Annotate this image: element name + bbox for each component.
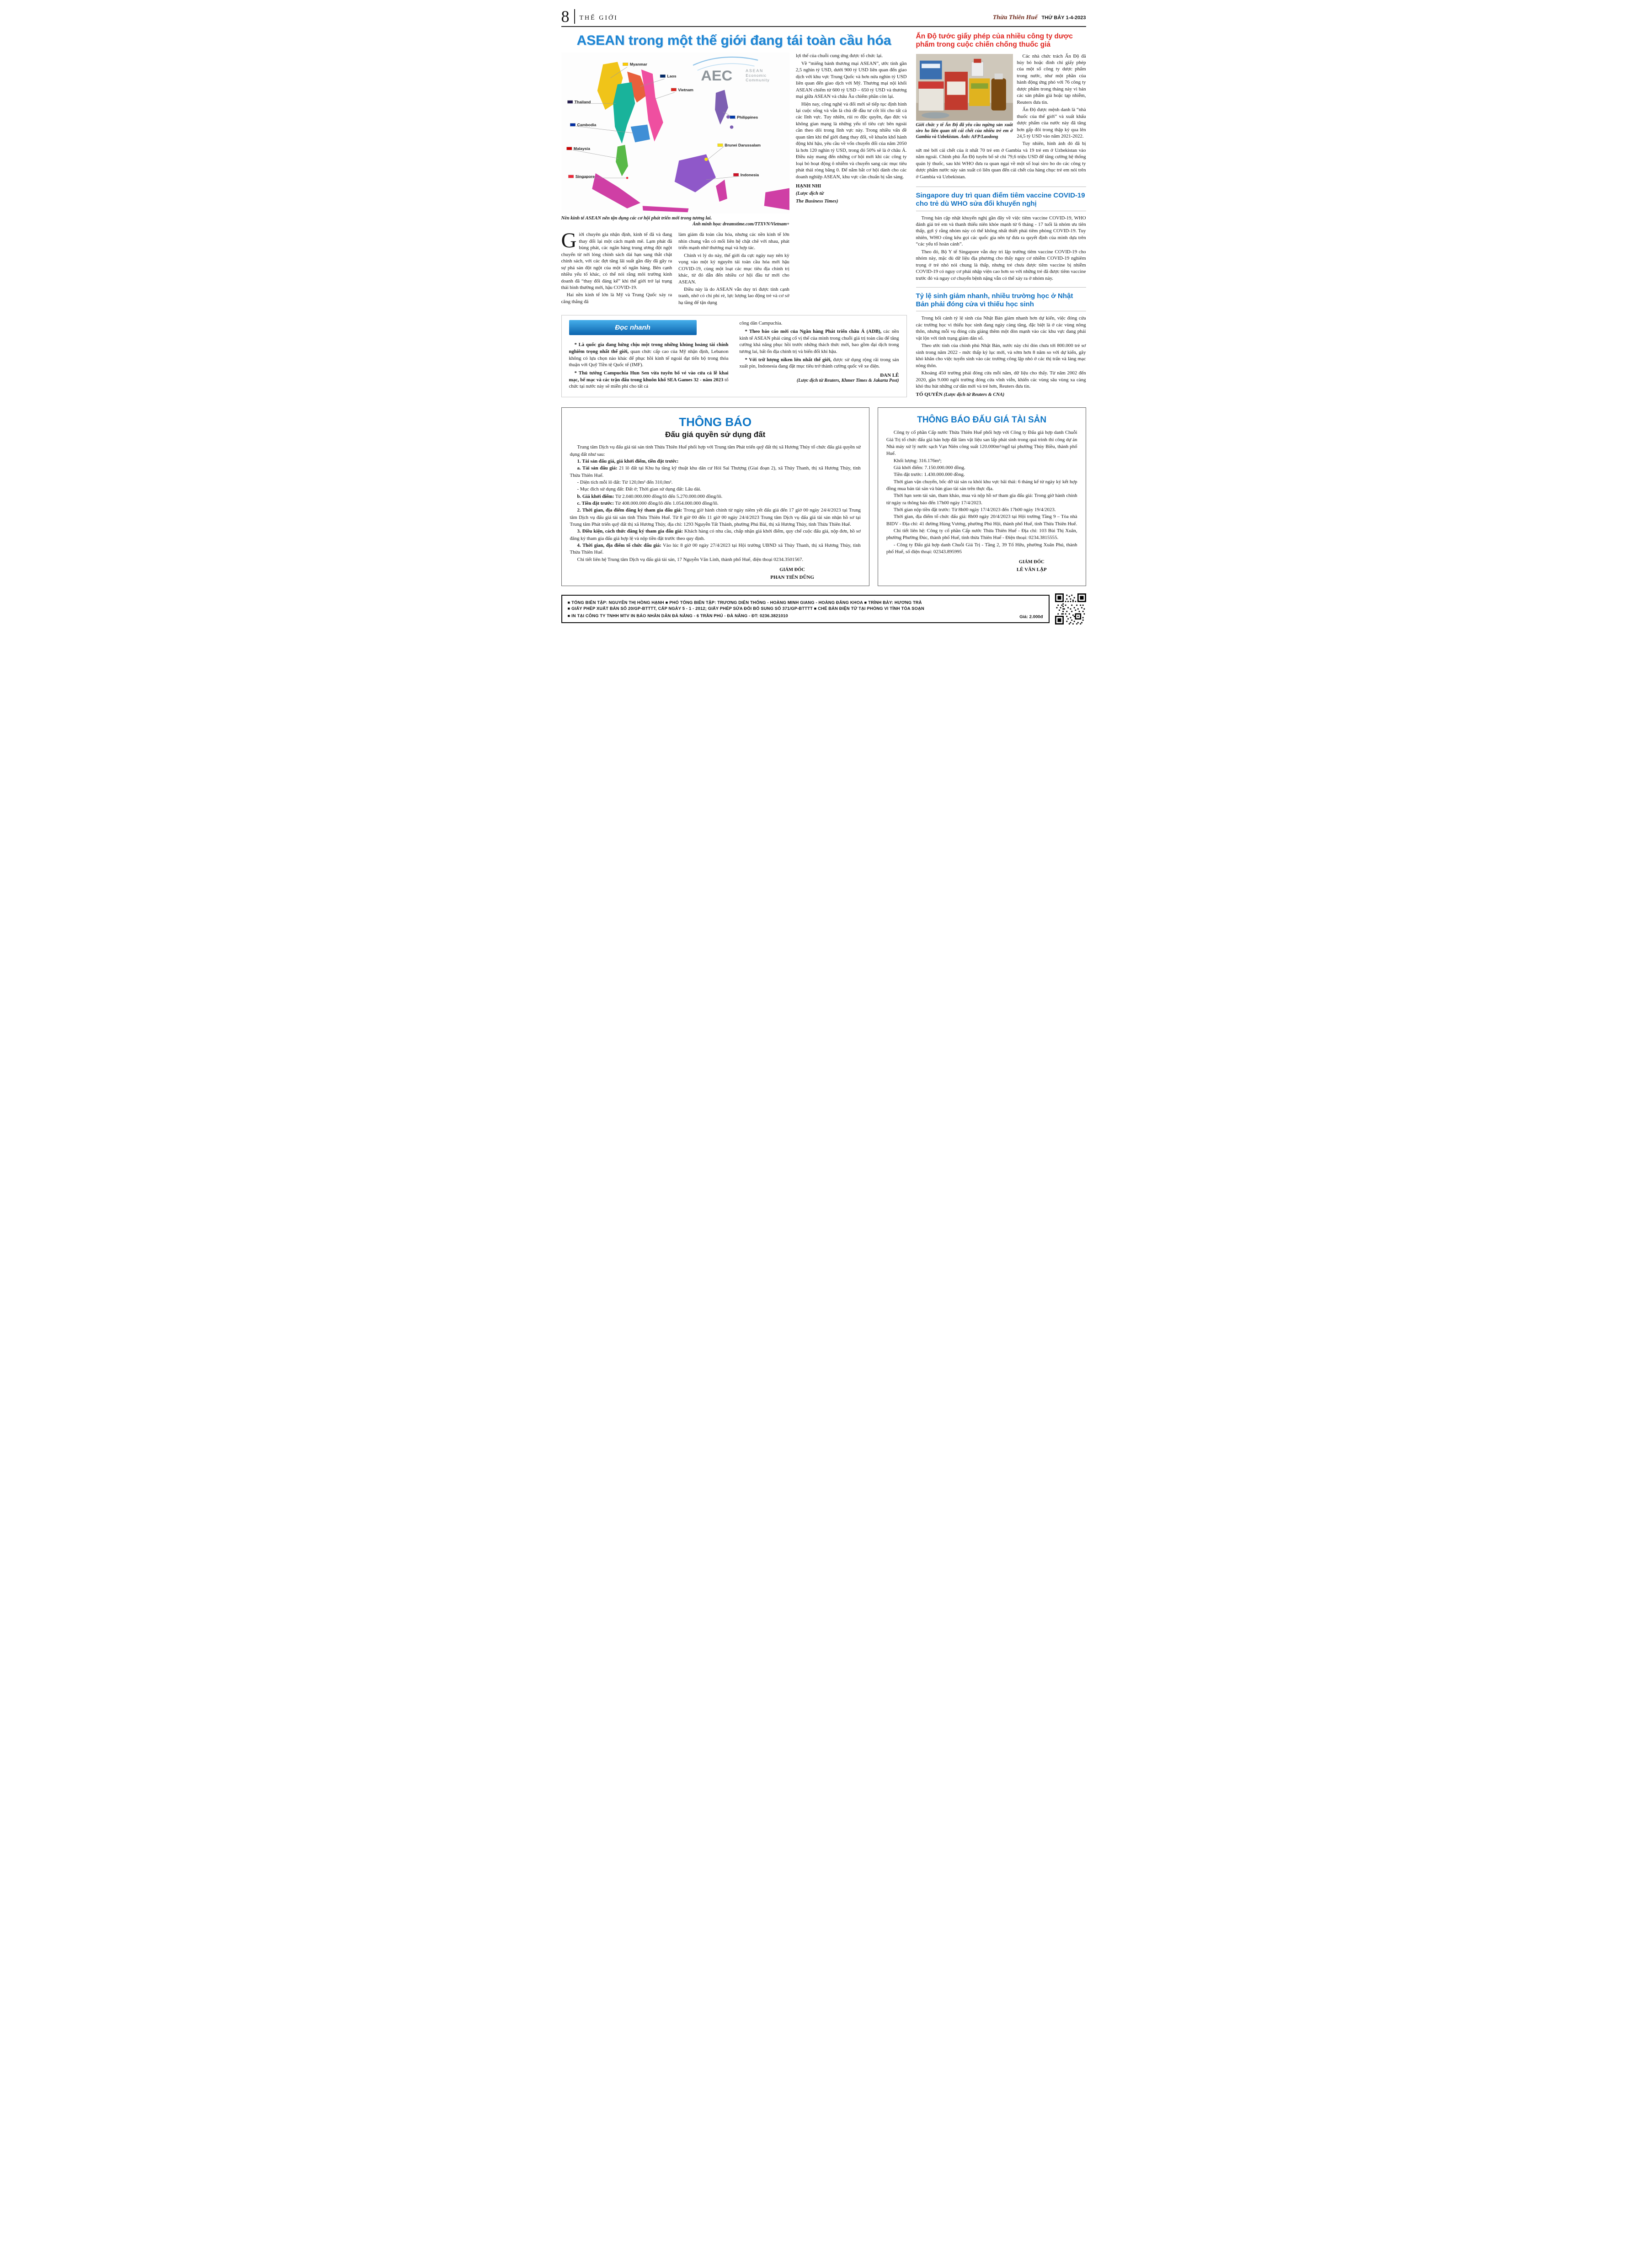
main-content xyxy=(549,27,1098,399)
paragraph: Trong bản cập nhật khuyến nghị gần đây về việc tiêm vaccine COVID-19, WHO đánh giá trẻ em và thanh thiếu niên khỏe mạnh từ 6 tháng - 17 tuổi là nhóm ưu tiên thấp, gợi ý rằng nhóm này có thể không nhất thiết phải tiêm phòng COVID-19. Tuy nhiên, WHO cũng kêu gọi các quốc gia nên tự đưa ra quyết định của mình dựa trên “các yếu tố hoàn cảnh”. xyxy=(916,215,1086,247)
brief-lead: * Là quốc gia đang hứng chịu một trong những khủng hoảng tài chính nghiêm trọng nhất thế giới, xyxy=(569,342,729,355)
signature-block xyxy=(1017,560,1047,572)
left-region xyxy=(561,32,907,399)
colophon-line: ■ GIẤY PHÉP XUẤT BẢN SỐ 20/GP-BTTTT, CẤP NGÀY 5 - 1 - 2012; GIẤY PHÉP SỬA ĐỔI BỔ SUNG SỐ 371/GP-BTTTT ■ CHẾ BẢN ĐIỆN TỬ TẠI PHÒNG VI TÍNH TÒA SOẠN xyxy=(567,606,924,611)
brief-rest: được sử dụng rộng rãi trong sản xuất pin, Indonesia đang đặt mục tiêu trở thành cường quốc về xe điện. xyxy=(739,357,899,369)
asean-column-2 xyxy=(678,231,789,307)
map-philippines-island xyxy=(726,115,730,118)
notice-subtitle: Đấu giá quyền sử dụng đất xyxy=(665,430,766,439)
byline: HẠNH NHI xyxy=(795,183,821,189)
paragraph: Về “miếng bánh thương mại ASEAN”, ước tính gần 2,5 nghìn tỷ USD, dưới 900 tỷ USD liên quan đến giao dịch với khu vực Trung Quốc và hơn nửa nghìn tỷ USD liên quan đến giao dịch với Mỹ. Thương mại nội khối ASEAN chiếm từ 600 tỷ USD – 650 tỷ USD và thương mại giữa ASEAN và châu Âu chiếm phần còn lại. xyxy=(795,60,907,100)
medicine-box xyxy=(969,78,990,106)
article-india xyxy=(916,32,1086,181)
pharma-caption xyxy=(916,122,1013,140)
notice-asset-auction xyxy=(878,407,1086,586)
item-text: - Mục đích sử dụng đất: Đất ở; Thời gian sử dụng đất: Lâu dài. xyxy=(577,486,702,492)
notice-title: THÔNG BÁO xyxy=(679,415,752,429)
byline-source: The Business Times) xyxy=(795,198,838,204)
paragraph: Ấn Độ được mệnh danh là “nhà thuốc của thế giới” và xuất khẩu dược phẩm của nước này đã tăng hơn gấp đôi trong thập kỷ qua lên 24,5 tỷ USD vào năm 2021-2022. xyxy=(1017,107,1086,139)
flag-icon-thailand xyxy=(567,101,573,103)
colophon-box xyxy=(561,595,1050,623)
brief-rest: công dân Campuchia. xyxy=(739,320,783,326)
notice-paragraph: Thời gian nộp tiền đặt trước: Từ 8h00 ngày 17/4/2023 đến 17h00 ngày 19/4/2023. xyxy=(893,507,1056,512)
flag-icon-indonesia xyxy=(733,173,739,176)
paragraph: Hiện nay, công nghệ và đổi mới sẽ tiếp tục định hình lại cuộc sống và vẫn là chủ đề đầu tư cốt lõi cho tất cả các lĩnh vực. Tuy nhiên, rủi ro độc quyền, đạo đức và không gian mạng là những yếu tố tiêu cực bên ngoài cần theo dõi trong lĩnh vực này. Trong nhiều vấn đề quan tâm khi thế giới đang thay đổi, về khuôn khổ hành động khí hậu, yêu cầu về vốn chuyển đổi của năm 2050 là hơn 120 nghìn tỷ USD, trong đó 50% sẽ là ở châu Á. Điều này mang đến những cơ hội mới khi các công ty loại bỏ hoạt động ô nhiễm và chuyển sang các mục tiêu phát thải ròng bằng 0. Để nắm bắt cơ hội dành cho các doanh nghiệp ASEAN, khu vực cần chuẩn bị sẵn sàng. xyxy=(795,101,907,180)
news-brief xyxy=(569,370,729,390)
map-label-singapore: Singapore xyxy=(575,174,595,179)
flag-icon-philippines xyxy=(730,116,735,118)
notice-item xyxy=(570,507,861,528)
notice-item xyxy=(570,556,861,563)
paragraph: Hai nền kinh tế lớn là Mỹ và Trung Quốc xảy ra căng thẳng đã xyxy=(561,292,672,304)
byline xyxy=(916,391,1086,398)
page-number: 8 xyxy=(561,7,570,26)
news-brief xyxy=(569,342,729,368)
notice-paragraph: Giá khởi điểm: 7.150.000.000 đồng. xyxy=(893,465,965,471)
byline-source: (Lược dịch từ Reuters & CNA) xyxy=(943,392,1005,398)
paragraph: Giới chuyên gia nhận định, kinh tế đã và đang thay đổi lại một cách mạnh mẽ. Lạm phát đã bùng phát, các ngân hàng trung ương đột ngột chuyển từ nới lỏng chính sách dài hạn sang thắt chặt chính sách, với các đợt tăng lãi suất gần đây đã gây ra sự phá sản đột ngột của một số ngân hàng. Bên cạnh nhiều yếu tố khác, có thể nói rằng môi trường kinh doanh đã “thay đổi đáng kể” khi thế giới trở lại trạng thái bình thường mới, hậu COVID-19. xyxy=(561,229,672,291)
asean-column-1 xyxy=(561,231,672,307)
aec-sub-3: Community xyxy=(745,78,770,83)
notice-intro: Trung tâm Dịch vụ đấu giá tài sản tỉnh Thừa Thiên Huế phối hợp với Trung tâm Phát triển quỹ đất thị xã Hương Thủy tổ chức đấu giá quyền sử dụng đất như sau: xyxy=(570,444,861,457)
byline-name: TỐ QUYÊN xyxy=(916,392,943,398)
caption-credit: Ảnh minh họa: dreamstime.com/TTXVN/Vietnam+ xyxy=(692,222,789,227)
map-label-indonesia: Indonesia xyxy=(740,173,759,177)
singapore-headline: Singapore duy trì quan điểm tiêm vaccine COVID-19 cho trẻ dù WHO sửa đổi khuyến nghị xyxy=(916,192,1086,211)
aec-wordmark: AEC xyxy=(700,68,732,84)
item-text: Chi tiết liên hệ Trung tâm Dịch vụ đấu giá tài sản, 17 Nguyễn Văn Linh, thành phố Huế, điện thoại 0234.3501567. xyxy=(577,556,804,562)
header-left xyxy=(561,9,618,24)
notice-item xyxy=(570,542,861,556)
right-region xyxy=(916,32,1086,399)
paragraph: Các nhà chức trách Ấn Độ đã hủy bỏ hoặc đình chỉ giấy phép của một số công ty dược phẩm trong nước, như một phần của hành động ứng phó với 76 công ty dược phẩm trong tháng này vì bán các sản phẩm giả hoặc tạp nhiễm, Reuters đưa tin. xyxy=(1017,53,1086,105)
notice-item xyxy=(570,486,861,493)
caption-text: Giới chức y tế Ấn Độ đã yêu cầu ngừng sản xuất siro ho liên quan tới cái chết của nhiều trẻ em ở Gambia và Uzbekistan. xyxy=(916,122,1013,139)
masthead: Thừa Thiên Huế xyxy=(992,14,1038,21)
map-singapore-dot xyxy=(626,177,628,179)
flag-icon-vietnam xyxy=(671,88,677,91)
item-text: Khách hàng có nhu cầu, chấp nhận giá khởi điểm, quy chế cuộc đấu giá, nộp đơn, hồ sơ đăng ký tham gia đấu giá hợp lệ và nộp tiền đặt trước theo quy định. xyxy=(570,528,861,541)
map-brunei-shape xyxy=(704,158,708,161)
aec-sub-1: ASEAN xyxy=(745,69,763,73)
flag-icon-singapore xyxy=(568,175,574,178)
notice-item xyxy=(570,479,861,486)
news-brief xyxy=(740,328,899,355)
signer-title: GIÁM ĐỐC xyxy=(1018,560,1045,565)
header-right xyxy=(993,14,1086,24)
map-label-malaysia: Malaysia xyxy=(573,146,590,151)
colophon-row xyxy=(568,612,1043,619)
signer-title: GIÁM ĐỐC xyxy=(779,567,805,572)
map-philippines-island xyxy=(730,126,733,129)
india-article-body xyxy=(916,53,1086,181)
item-text: Từ 408.000.000 đồng/lô đến 1.054.000.000 đồng/lô. xyxy=(615,501,719,506)
flag-icon-laos xyxy=(660,75,666,78)
item-text: Vào lúc 8 giờ 00 ngày 27/4/2023 tại Hội trường UBND xã Thủy Thanh, thị xã Hương Thủy, tỉnh Thừa Thiên Huế. xyxy=(570,542,861,555)
paragraph: Trong bối cảnh tỷ lệ sinh của Nhật Bản giảm nhanh hơn dự kiến, việc đóng cửa các trường học vì thiếu học sinh đang ngày càng tăng, đặc biệt là ở các vùng nông thôn, nhưng mỗi vụ đóng cửa giáng thêm một đòn mạnh vào các khu vực đang phải vật lộn với tình trạng giảm dân số. xyxy=(916,315,1086,341)
brief-lead: * Theo báo cáo mới của Ngân hàng Phát triển châu Á (ADB), xyxy=(745,329,882,335)
notice-paragraph: Thời gian vận chuyển, bốc dỡ tài sản ra khỏi khu vực bãi thải: 6 tháng kể từ ngày ký kết hợp đồng mua bán tài sản và bàn giao tài sản trên thực địa. xyxy=(886,479,1077,491)
notice-paragraph: Khối lượng: 316.176m³; xyxy=(893,458,942,464)
medicine-bottle xyxy=(971,62,983,76)
flag-icon-myanmar xyxy=(623,63,628,66)
brief-lead: * Với trữ lượng niken lớn nhất thế giới, xyxy=(745,357,831,363)
news-brief xyxy=(740,357,899,370)
notice-item xyxy=(570,528,861,542)
notice-item xyxy=(570,465,861,479)
qr-code xyxy=(1055,593,1086,624)
colophon xyxy=(549,586,1098,624)
article-asean xyxy=(561,33,907,307)
section-title: THẾ GIỚI xyxy=(579,15,618,21)
bottle-cap xyxy=(974,59,981,63)
medicine-box-stripe xyxy=(918,81,944,89)
notice-paragraph: Tiền đặt trước: 1.430.000.000 đồng. xyxy=(893,472,965,478)
notices-band xyxy=(549,399,1098,586)
asean-headline: ASEAN trong một thế giới đang tái toàn cầu hóa xyxy=(576,33,891,48)
article-japan xyxy=(916,287,1086,398)
asean-column-3 xyxy=(796,53,907,307)
item-label: b. Giá khởi điểm: xyxy=(577,493,614,499)
india-headline: Ấn Độ tước giấy phép của nhiều công ty dược phẩm trong cuộc chiến chống thuốc giả xyxy=(916,32,1073,49)
signer-name: LÊ VĂN LẬP xyxy=(1016,567,1047,573)
map-label-myanmar: Myanmar xyxy=(629,62,647,67)
colophon-line: ■ IN TẠI CÔNG TY TNHH MTV IN BÁO NHÂN DÂN ĐÀ NẴNG - 6 TRẦN PHÚ - ĐÀ NẴNG - ĐT: 0236.3821010 xyxy=(567,613,788,618)
doc-nhanh-column-1 xyxy=(569,320,729,391)
flag-icon-cambodia xyxy=(570,123,576,126)
flag-icon-brunei xyxy=(717,144,723,147)
brief-lead: * Thủ tướng Campuchia Hun Sen vừa tuyên bố vé vào cửa cả lễ khai mạc, bế mạc và các trận đấu trong khuôn khổ SEA Games 32 - năm 2023 xyxy=(569,370,729,383)
item-text: 21 lô đất tại Khu hạ tầng kỹ thuật khu dân cư Hói Sai Thượng (Giai đoạn 2), xã Thủy Thanh, thị xã Hương Thủy, tỉnh Thừa Thiên Huế. xyxy=(570,465,861,478)
doc-nhanh-section xyxy=(561,315,907,397)
asean-map-figure xyxy=(561,53,789,227)
notice-paragraph: Thời gian, địa điểm tổ chức đấu giá: 8h00 ngày 20/4/2023 tại Hội trường Tầng 9 – Tòa nhà BIDV - Địa chỉ: 41 đường Hùng Vương, phường Phú Hội, thành phố Huế, tỉnh Thừa Thiên Huế. xyxy=(886,514,1077,527)
paragraph: Tuy nhiên, hình ảnh đó đã bị sứt mẻ bởi cái chết của ít nhất 70 trẻ em ở Gambia và 19 trẻ em ở Uzbekistan vào năm ngoái. Chính phủ Ấn Độ tuyên bố sẽ chi 79,6 triệu USD để tăng cường hệ thống quản lý thuốc, sau khi WHO đưa ra quan ngại về một số loại siro ho do các công ty dược phẩm nước này sản xuất có liên quan đến cái chết của hàng chục trẻ em nói trên ở Gambia và Uzbekistan. xyxy=(916,141,1086,180)
item-text: Trong giờ hành chính từ ngày niêm yết đấu giá đến 17 giờ 00 ngày 24/4/2023 tại Trung tâm Dịch vụ đấu giá tài sản tỉnh Thừa Thiên Huế. Từ 8 giờ 00 đến 11 giờ 00 ngày 24/4/2023 Trung tâm Dịch vụ đấu giá tài sản nhận hồ sơ tại Trung tâm Phát triển quỹ đất thị xã Hương Thủy, địa chỉ: 1293 Nguyễn Tất Thành, phường Phú Bài, thị xã Hương Thủy, tỉnh Thừa Thiên Huế. xyxy=(570,507,861,527)
map-label-thailand: Thailand xyxy=(574,100,591,105)
pharma-photo-image xyxy=(916,54,1013,121)
medicine-box-label xyxy=(922,64,940,68)
paragraph: Theo đó, Bộ Y tế Singapore vẫn duy trì lập trường tiêm vaccine COVID-19 cho nhóm này, mặc dù dữ liệu địa phương cho thấy nguy cơ nhiễm COVID-19 nghiêm trọng ở trẻ nhỏ nói chung là thấp, nhưng trẻ chưa được tiêm vaccine bị nhiễm COVID-19 có nguy cơ phải nhập viện cao hơn so với những trẻ đã được tiêm vaccine trước đó và nguy cơ chuyển bệnh nặng vẫn có thể xảy ra ở nhóm này. xyxy=(916,249,1086,281)
item-label: 2. Thời gian, địa điểm đăng ký tham gia đấu giá: xyxy=(577,507,682,513)
notice-item xyxy=(570,458,861,465)
byline-source: (Lược dịch từ Reuters, Khmer Times & Jakarta Post) xyxy=(796,378,899,384)
syrup-bottle xyxy=(991,78,1006,110)
paragraph: Điều này là do ASEAN vẫn duy trì được tính cạnh tranh, nhờ có chi phí rẻ, lực lượng lao động trẻ và cơ sở hạ tầng để tận dụng xyxy=(678,287,789,305)
notice-paragraph: Chi tiết liên hệ: Công ty cổ phần Cấp nước Thừa Thiên Huế - Địa chỉ: 103 Bùi Thị Xuân, phường Phường Đúc, thành phố Huế, tỉnh thừa Thiên Huế - Điện thoại: 0234.3815555. xyxy=(886,528,1077,541)
byline-source: (Lược dịch từ xyxy=(795,191,824,197)
map-label-cambodia: Cambodia xyxy=(577,123,596,128)
medicine-box-label xyxy=(947,81,965,95)
notice-title: THÔNG BÁO ĐẤU GIÁ TÀI SẢN xyxy=(917,415,1047,425)
signer-name: PHAN TIẾN DŨNG xyxy=(770,574,815,580)
notice-item xyxy=(570,500,861,507)
map-label-vietnam: Vietnam xyxy=(677,87,693,92)
pharma-figure xyxy=(916,54,1013,140)
paragraph: Khoảng 450 trường phải đóng cửa mỗi năm, dữ liệu cho thấy. Từ năm 2002 đến 2020, gần 9.000 ngôi trường đóng cửa vĩnh viễn, khiến các vùng sâu vùng xa càng khó thu hút những cư dân mới và trẻ hơn, Reuters đưa tin. xyxy=(916,370,1086,389)
brief-rest: tổ chức tại nước này sẽ miễn phí cho tất cả xyxy=(569,377,729,390)
brief-rest: quan chức cấp cao của Mỹ nhận định, Lebanon không có lựa chọn nào khác để phục hồi kinh tế ngoài đạt tiến bộ trong thỏa thuận với Quỹ Tiền tệ Quốc tế (IMF). xyxy=(569,349,729,368)
item-label: a. Tài sản đấu giá: xyxy=(577,465,618,471)
item-text: - Diện tích mỗi lô đất: Từ 120,0m² đến 310,0m². xyxy=(577,480,673,486)
notice-land-auction xyxy=(561,407,869,586)
aec-sub-2: Economic xyxy=(745,73,767,78)
paragraph: làm giảm đà toàn cầu hóa, nhưng các nền kinh tế lớn nhìn chung vẫn có mối liên hệ chặt chẽ với nhau, phát triển mạnh nhờ thương mại và hợp tác. xyxy=(678,232,789,251)
doc-nhanh-label: Đọc nhanh xyxy=(569,320,697,335)
article-singapore xyxy=(916,187,1086,282)
price-label: Giá: 2.000đ xyxy=(1019,614,1043,619)
asean-map-image xyxy=(561,53,789,213)
japan-headline: Tỷ lệ sinh giảm nhanh, nhiều trường học ở Nhật Bản phải đóng cửa vì thiếu học sinh xyxy=(916,292,1086,311)
notice-paragraph: - Công ty Đấu giá hợp danh Chuỗi Giá Trị - Tầng 2, 39 Tố Hữu, phường Xuân Phú, thành phố Huế, số điện thoại: 02343.895995 xyxy=(886,542,1077,555)
item-label: c. Tiền đặt trước: xyxy=(577,501,614,506)
bottle-cap xyxy=(994,73,1002,79)
item-text: Từ 2.040.000.000 đồng/lô đến 5.270.000.000 đồng/lô. xyxy=(615,493,723,499)
doc-nhanh-column-2 xyxy=(740,320,899,391)
header-divider xyxy=(574,9,575,24)
caption-credit: Ảnh: AFP/Laodong xyxy=(960,134,998,139)
blister-pack xyxy=(922,112,949,118)
map-label-philippines: Philippines xyxy=(736,115,758,120)
flag-icon-malaysia xyxy=(566,147,572,150)
news-brief xyxy=(740,320,899,327)
byline: ĐAN LÊ xyxy=(880,373,899,379)
caption-text: Nền kinh tế ASEAN nên tận dụng các cơ hội phát triển mới trong tương lai. xyxy=(561,216,712,221)
asean-map-caption xyxy=(561,213,789,227)
issue-date: THỨ BẢY 1-4-2023 xyxy=(1041,15,1086,21)
brief-rest: các nền kinh tế ASEAN phải củng cố vị thế của mình trong chuỗi giá trị toàn cầu để tăng cường khả năng phục hồi trước những thách thức mới, bao gồm đại dịch trong tương lai, bất ổn địa chính trị và biến đổi khí hậu. xyxy=(739,329,899,355)
item-label: 3. Điều kiện, cách thức đăng ký tham gia đấu giá: xyxy=(577,528,683,534)
colophon-line: ■ TỔNG BIÊN TẬP: NGUYỄN THỊ HỒNG HẠNH ■ PHÓ TỔNG BIÊN TẬP: TRƯƠNG DIÊN THỐNG - HOÀNG MINH GIANG - HOÀNG ĐĂNG KHOA ■ TRÌNH BÀY: HƯƠNG TRÀ xyxy=(567,600,922,605)
map-label-brunei: Brunei Darussalam xyxy=(724,143,761,148)
signature-block xyxy=(770,567,814,580)
page-header xyxy=(549,0,1098,26)
medicine-box xyxy=(920,60,942,79)
map-label-laos: Laos xyxy=(666,74,677,79)
paragraph: Theo ước tính của chính phủ Nhật Bản, nước này chỉ đón chưa tới 800.000 trẻ sơ sinh trong năm 2022 - mức thấp kỷ lục mới, và sớm hơn 8 năm so với dự kiến, gây khó khăn cho việc tuyển sinh vào các trường công lập nhỏ ở các thị trấn và làng mạc nông thôn. xyxy=(916,343,1086,368)
notice-paragraph: Công ty cổ phần Cấp nước Thừa Thiên Huế phối hợp với Công ty Đấu giá hợp danh Chuỗi Giá Trị tổ chức đấu giá bán hợp đất làm vật liệu san lấp phát sinh trong quá trình thi công dự án Nhà máy xử lý nước sạch Vạn Niên công suất 120.000m³/ngđ tại phường Thủy Biều, thành phố Huế. xyxy=(886,430,1077,457)
qr-code-image xyxy=(1055,593,1086,624)
notice-item xyxy=(570,493,861,500)
newspaper-page xyxy=(549,0,1098,633)
item-label: 4. Thời gian, địa điểm tổ chức đấu giá: xyxy=(577,542,661,548)
paragraph: lợi thế của chuỗi cung ứng được tổ chức lại. xyxy=(795,53,883,59)
notice-paragraph: Thời hạn xem tài sản, tham khảo, mua và nộp hồ sơ tham gia đấu giá: Trong giờ hành chính từ ngày ra thông báo đến 17h00 ngày 17/4/2023. xyxy=(886,493,1077,506)
item-label: 1. Tài sản đấu giá, giá khởi điểm, tiền đặt trước: xyxy=(577,459,679,464)
medicine-box-stripe xyxy=(971,83,988,89)
asean-article-body xyxy=(561,53,907,307)
paragraph: Chính vì lý do này, thế giới đa cực ngày nay nên kỳ vọng vào một kỷ nguyên tái toàn cầu hóa mới hậu COVID-19, cùng một loạt các mục tiêu địa chính trị khác, từ đó dẫn đến nhiều cơ hội đầu tư mới cho ASEAN. xyxy=(678,252,789,285)
